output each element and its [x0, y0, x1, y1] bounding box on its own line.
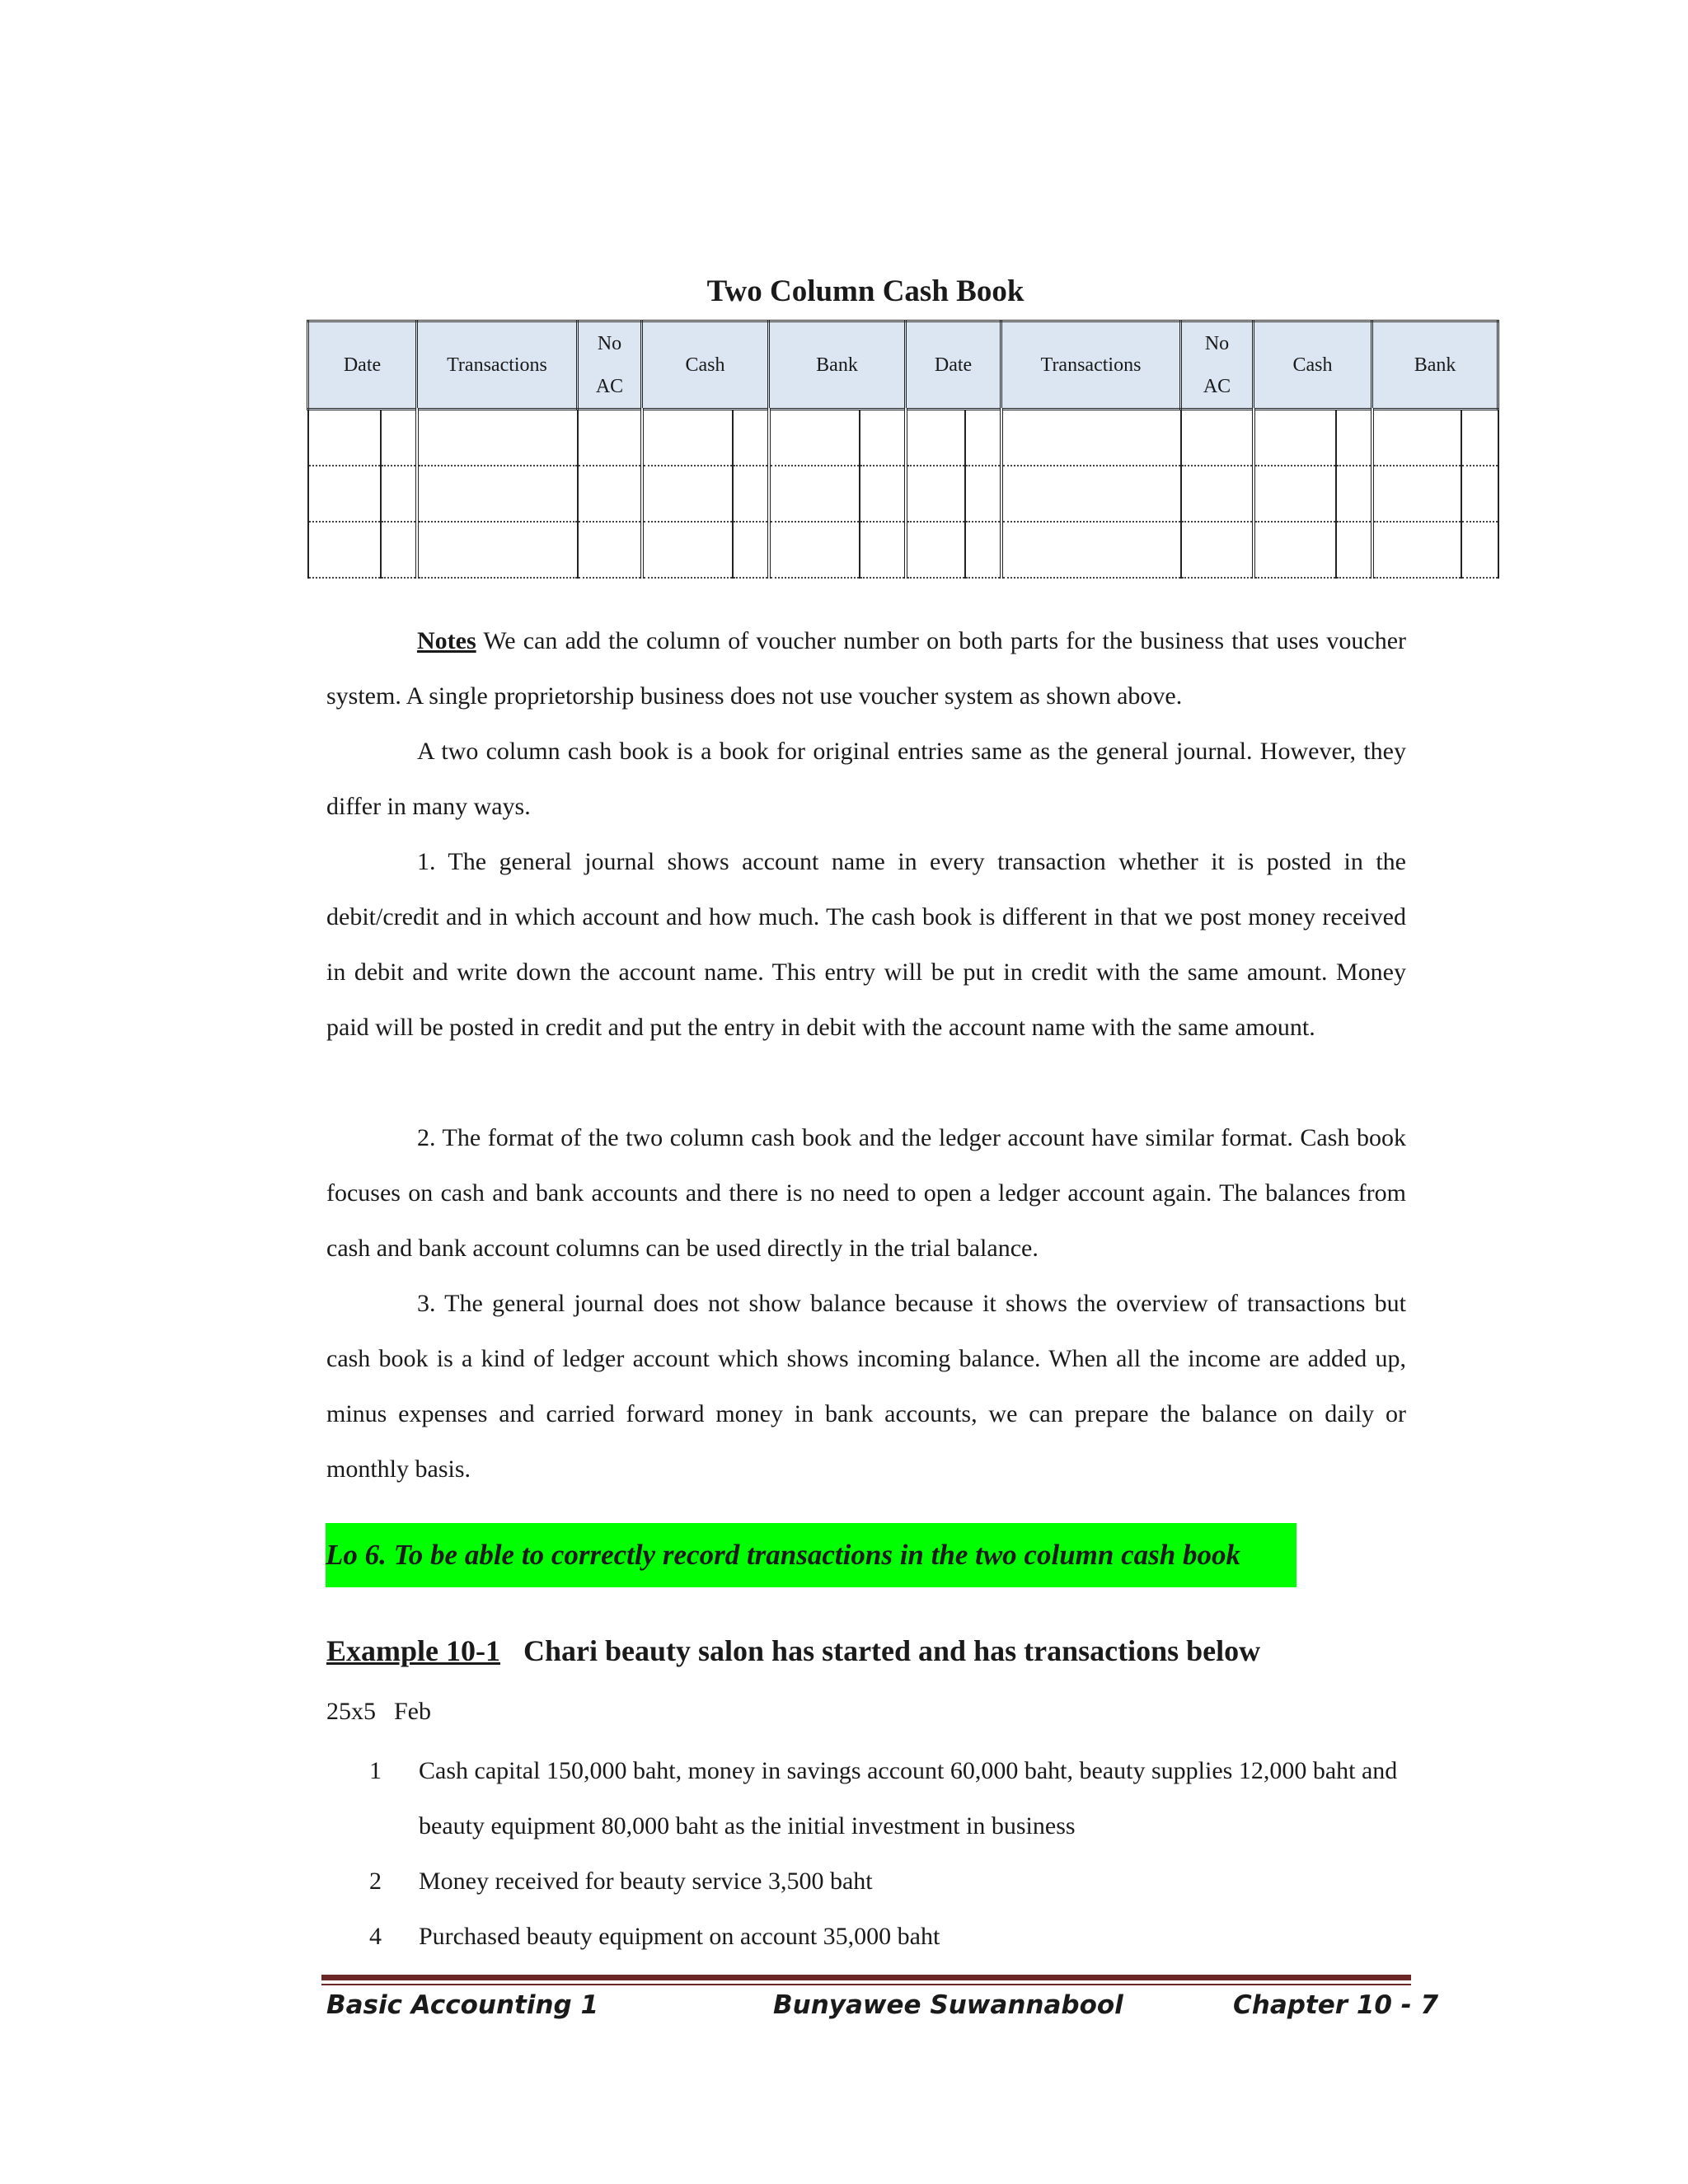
header-date-right: Date	[906, 321, 1001, 410]
table-row	[308, 410, 1498, 466]
header-transactions-right: Transactions	[1001, 321, 1181, 410]
example-title: Chari beauty salon has started and has transactions below	[523, 1634, 1261, 1667]
year-label: 25x5	[326, 1698, 376, 1725]
list-item	[369, 1743, 1408, 1854]
cash-book-table	[307, 320, 1499, 579]
header-no-ac-right: No AC	[1181, 321, 1254, 410]
date-header	[326, 1698, 449, 1726]
footer-right: Chapter 10 - 7	[1233, 1990, 1439, 2020]
table-row	[308, 466, 1498, 522]
transaction-day: 2	[369, 1868, 382, 1895]
transaction-text: Purchased beauty equipment on account 35,000 baht	[419, 1923, 940, 1950]
header-transactions-left: Transactions	[417, 321, 578, 410]
footer-center: Bunyawee Suwannabool	[773, 1990, 1123, 2020]
header-cash-left: Cash	[642, 321, 769, 410]
transaction-day: 1	[369, 1757, 382, 1784]
notes-paragraph	[326, 613, 1406, 724]
list-item	[369, 1909, 1408, 1964]
header-cash-right: Cash	[1254, 321, 1372, 410]
difference-point-2: 2. The format of the two column cash book and the ledger account have similar format. Cash book focuses on cash and bank accounts and there is no need to open a ledger account again. The balances from cash and bank account columns can be used directly in the trial balance.	[326, 1124, 1406, 1262]
header-bank-left: Bank	[769, 321, 906, 410]
difference-point-3: 3. The general journal does not show balance because it shows the overview of transactions but cash book is a kind of ledger account which shows incoming balance. When all the income are added up, minus expenses and carried forward money in bank accounts, we can prepare the balance on daily or monthly basis.	[326, 1290, 1406, 1483]
footer-rule-thin	[321, 1984, 1411, 1985]
page-title: Two Column Cash Book	[706, 274, 1025, 308]
transaction-text: Cash capital 150,000 baht, money in savings account 60,000 baht, beauty supplies 12,000 baht and beauty equipment 80,000 baht as the initial investment in business	[419, 1757, 1398, 1840]
transaction-day: 4	[369, 1923, 382, 1950]
learning-objective-banner: Lo 6. To be able to correctly record transactions in the two column cash book	[326, 1523, 1296, 1587]
difference-point-1: 1. The general journal shows account name in every transaction whether it is posted in the debit/credit and in which account and how much. The cash book is different in that we post money received in debit and write down the account name. This entry will be put in credit with the same amount. Money paid will be posted in credit and put the entry in debit with the account name with the same amount.	[326, 848, 1406, 1041]
footer-left: Basic Accounting 1	[326, 1990, 599, 2020]
header-no-ac-left: No AC	[578, 321, 642, 410]
footer-rule	[321, 1975, 1411, 1980]
example-heading	[326, 1633, 1260, 1668]
notes-text: We can add the column of voucher number on both parts for the business that uses voucher system. A single proprietorship business does not use voucher system as shown above.	[326, 627, 1406, 710]
table-row	[308, 522, 1498, 578]
header-date-left: Date	[308, 321, 417, 410]
transaction-text: Money received for beauty service 3,500 baht	[419, 1868, 873, 1895]
intro-paragraph: A two column cash book is a book for original entries same as the general journal. However, they differ in many ways.	[326, 738, 1406, 820]
month-label: Feb	[394, 1698, 431, 1725]
cash-book-body	[308, 410, 1498, 579]
list-item	[369, 1854, 1408, 1909]
example-label: Example 10-1	[326, 1634, 500, 1667]
header-bank-right: Bank	[1372, 321, 1498, 410]
notes-label: Notes	[417, 627, 476, 654]
